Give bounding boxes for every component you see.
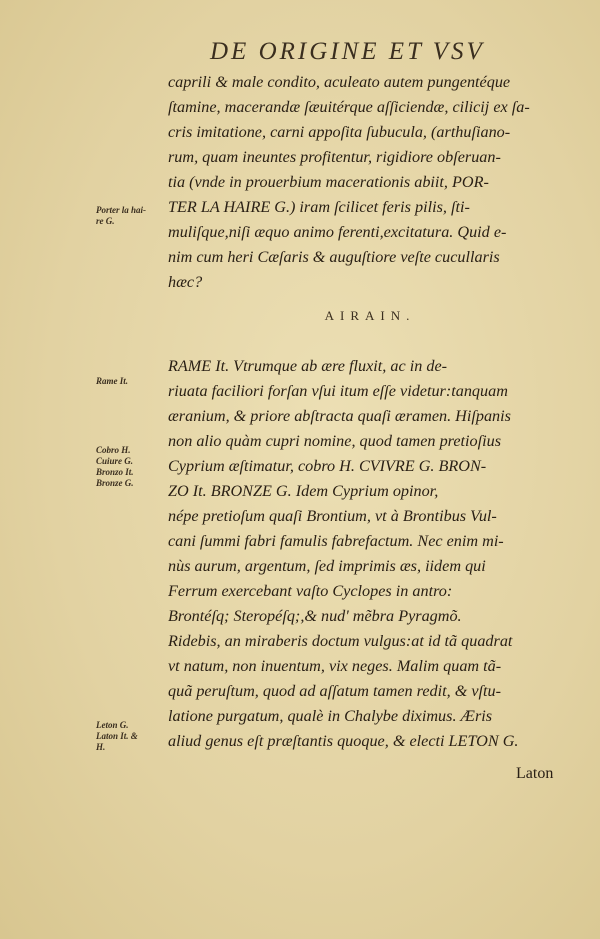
margin-note-porter-la-haire	[96, 205, 166, 227]
text-line: non alio quàm cupri nomine, quod tamen pretioſius	[168, 432, 502, 450]
text-line: ZO It. BRONZE G. Idem Cyprium opinor,	[168, 482, 439, 500]
text-line: nùs aurum, argentum, ſed imprimis æs, iidem qui	[168, 557, 486, 575]
text-line: tia (vnde in prouerbium macerationis abiit, POR-	[168, 173, 489, 191]
text-line: quã peruſtum, quod ad aſſatum tamen redit, & vſtu-	[168, 682, 502, 700]
text-line: æranium, & priore abſtracta quaſi æramen. Hiſpanis	[168, 407, 511, 425]
margin-note-leton	[96, 720, 166, 753]
margin-note-line: re G.	[96, 216, 115, 226]
margin-note-line: Bronzo It.	[96, 467, 134, 477]
text-line: RAME It. Vtrumque ab ære fluxit, ac in de-	[168, 357, 448, 375]
text-line: Cyprium æſtimatur, cobro H. CVIVRE G. BRON-	[168, 457, 487, 475]
text-line: népe pretioſum quaſi Brontium, vt à Brontibus Vul-	[168, 507, 497, 525]
text-line: Ferrum exercebant vaſto Cyclopes in antro:	[168, 582, 453, 600]
text-line: hæc?	[168, 273, 203, 291]
text-line: cris imitatione, carni appoſita ſubucula, (arthuſiano-	[168, 123, 511, 141]
text-line: cani ſummi fabri famulis fabrefactum. Nec enim mi-	[168, 532, 504, 550]
text-line: nim cum heri Cæſaris & auguſtiore veſte cucullaris	[168, 248, 500, 266]
text-line: Ridebis, an miraberis doctum vulgus:at id tã quadrat	[168, 632, 513, 650]
text-line: rum, quam ineuntes profitentur, rigidiore obſeruan-	[168, 148, 501, 166]
margin-note-line: Leton G.	[96, 720, 129, 730]
section-title: AIRAIN.	[324, 308, 416, 323]
text-line: muliſque,niſi æquo animo ferenti,excitatura. Quid e-	[168, 223, 507, 241]
text-line: TER LA HAIRE G.) iram ſcilicet feris pilis, ſti-	[168, 198, 470, 216]
text-block-lower	[168, 354, 573, 754]
text-line: Brontéſq; Steropéſq;,& nud' mẽbra Pyragmõ.	[168, 607, 462, 625]
text-block-upper	[168, 70, 573, 295]
text-line: vt natum, non inuentum, vix neges. Malim quam tã-	[168, 657, 502, 675]
catchword: Laton	[516, 765, 554, 782]
text-line: aliud genus eſt præſtantis quoque, & electi LETON G.	[168, 732, 519, 750]
margin-note-line: Laton It. &	[96, 731, 138, 741]
margin-note-line: Porter la hai-	[96, 205, 147, 215]
margin-note-line: Cobro H.	[96, 445, 131, 455]
text-line: caprili & male condito, aculeato autem pungentéque	[168, 73, 511, 91]
running-head: DE ORIGINE ET VSV	[210, 38, 485, 65]
margin-note-line: Bronze G.	[96, 478, 134, 488]
margin-note-line: Cuiure G.	[96, 456, 134, 466]
margin-note-line: Rame It.	[96, 376, 129, 386]
margin-note-line: H.	[96, 742, 106, 752]
margin-note-rame	[96, 376, 166, 387]
text-line: riuata faciliori forſan vſui itum eſſe videtur:tanquam	[168, 382, 508, 400]
margin-note-cobro	[96, 445, 166, 489]
text-line: ſtamine, macerandæ ſæuitérque aſſiciendæ, cilicij ex ſa-	[168, 98, 530, 116]
text-line: latione purgatum, qualè in Chalybe diximus. Æris	[168, 707, 493, 725]
